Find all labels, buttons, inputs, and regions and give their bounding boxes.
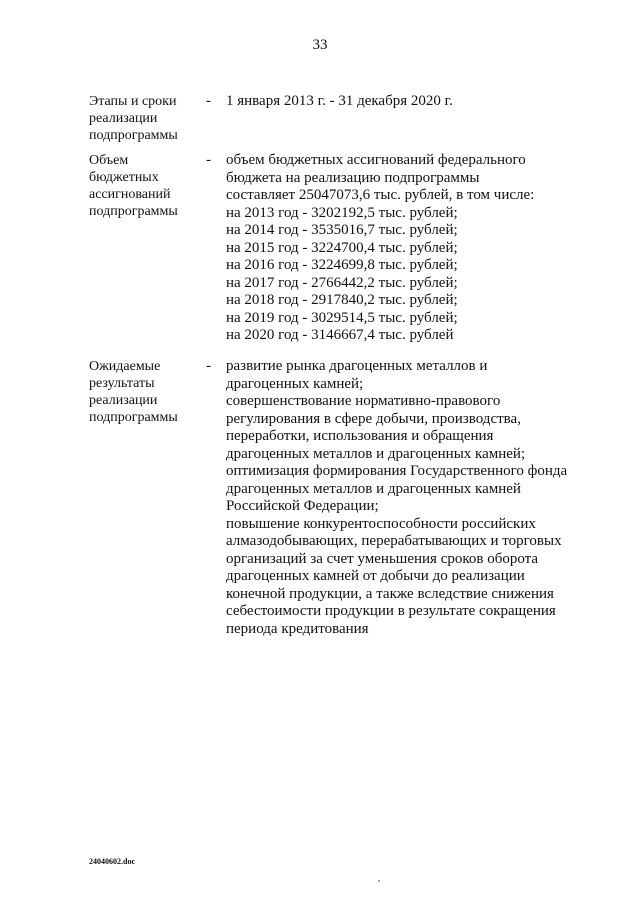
- value-line: на 2014 год - 3535016,7 тыс. рублей;: [226, 222, 458, 238]
- section-value: [226, 358, 606, 638]
- section-value: [226, 152, 606, 345]
- value-line: организаций за счет уменьшения сроков оборота: [226, 550, 539, 567]
- label-line: подпрограммы: [89, 204, 178, 219]
- value-line: драгоценных металлов и драгоценных камней: [226, 480, 521, 497]
- value-line: переработки, использования и обращения: [226, 428, 494, 444]
- value-line: на 2016 год - 3224699,8 тыс. рублей;: [226, 257, 458, 273]
- value-line: 1 января 2013 г. - 31 декабря 2020 г.: [226, 93, 453, 109]
- value-line: на 2020 год - 3146667,4 тыс. рублей: [226, 327, 454, 343]
- value-line: развитие рынка драгоценных металлов и: [226, 358, 488, 374]
- value-line: конечной продукции, а также вследствие снижения: [226, 585, 554, 602]
- scan-speck: [378, 880, 380, 882]
- value-line: на 2018 год - 2917840,2 тыс. рублей;: [226, 292, 458, 308]
- value-line: на 2019 год - 3029514,5 тыс. рублей;: [226, 309, 458, 326]
- section-dash: -: [206, 93, 211, 109]
- label-line: подпрограммы: [89, 410, 178, 425]
- label-line: Ожидаемые: [89, 359, 161, 374]
- value-line: на 2017 год - 2766442,2 тыс. рублей;: [226, 274, 458, 291]
- value-line: Российской Федерации;: [226, 498, 379, 514]
- value-line: составляет 25047073,6 тыс. рублей, в том числе:: [226, 187, 535, 203]
- section-dash: -: [206, 358, 211, 374]
- value-line: регулирования в сфере добычи, производства,: [226, 410, 521, 427]
- label-line: реализации: [89, 393, 158, 408]
- value-line: оптимизация формирования Государственного фонда: [226, 463, 568, 479]
- footer-file-name: 24040602.doc: [89, 857, 135, 866]
- section-dash: -: [206, 152, 211, 168]
- section-label: [89, 152, 209, 220]
- value-line: драгоценных камней от добычи до реализации: [226, 568, 525, 584]
- value-line: бюджета на реализацию подпрограммы: [226, 169, 480, 186]
- value-line: совершенствование нормативно-правового: [226, 393, 501, 409]
- value-line: себестоимости продукции в результате сокращения: [226, 603, 556, 619]
- label-line: ассигнований: [89, 187, 171, 202]
- value-line: на 2013 год - 3202192,5 тыс. рублей;: [226, 204, 458, 221]
- value-line: драгоценных металлов и драгоценных камней;: [226, 445, 526, 462]
- label-line: подпрограммы: [89, 128, 178, 143]
- label-line: результаты: [89, 376, 155, 391]
- value-line: объем бюджетных ассигнований федерального: [226, 152, 526, 168]
- section-value: [226, 93, 606, 111]
- label-line: бюджетных: [89, 170, 159, 185]
- value-line: драгоценных камней;: [226, 375, 364, 392]
- value-line: алмазодобывающих, перерабатывающих и торговых: [226, 533, 562, 549]
- label-line: Объем: [89, 153, 129, 168]
- page-number: 33: [312, 37, 328, 53]
- label-line: реализации: [89, 111, 158, 126]
- value-line: на 2015 год - 3224700,4 тыс. рублей;: [226, 239, 458, 256]
- value-line: повышение конкурентоспособности российских: [226, 515, 536, 532]
- value-line: периода кредитования: [226, 620, 369, 637]
- section-label: [89, 358, 209, 426]
- section-label: [89, 93, 209, 144]
- label-line: Этапы и сроки: [89, 94, 177, 109]
